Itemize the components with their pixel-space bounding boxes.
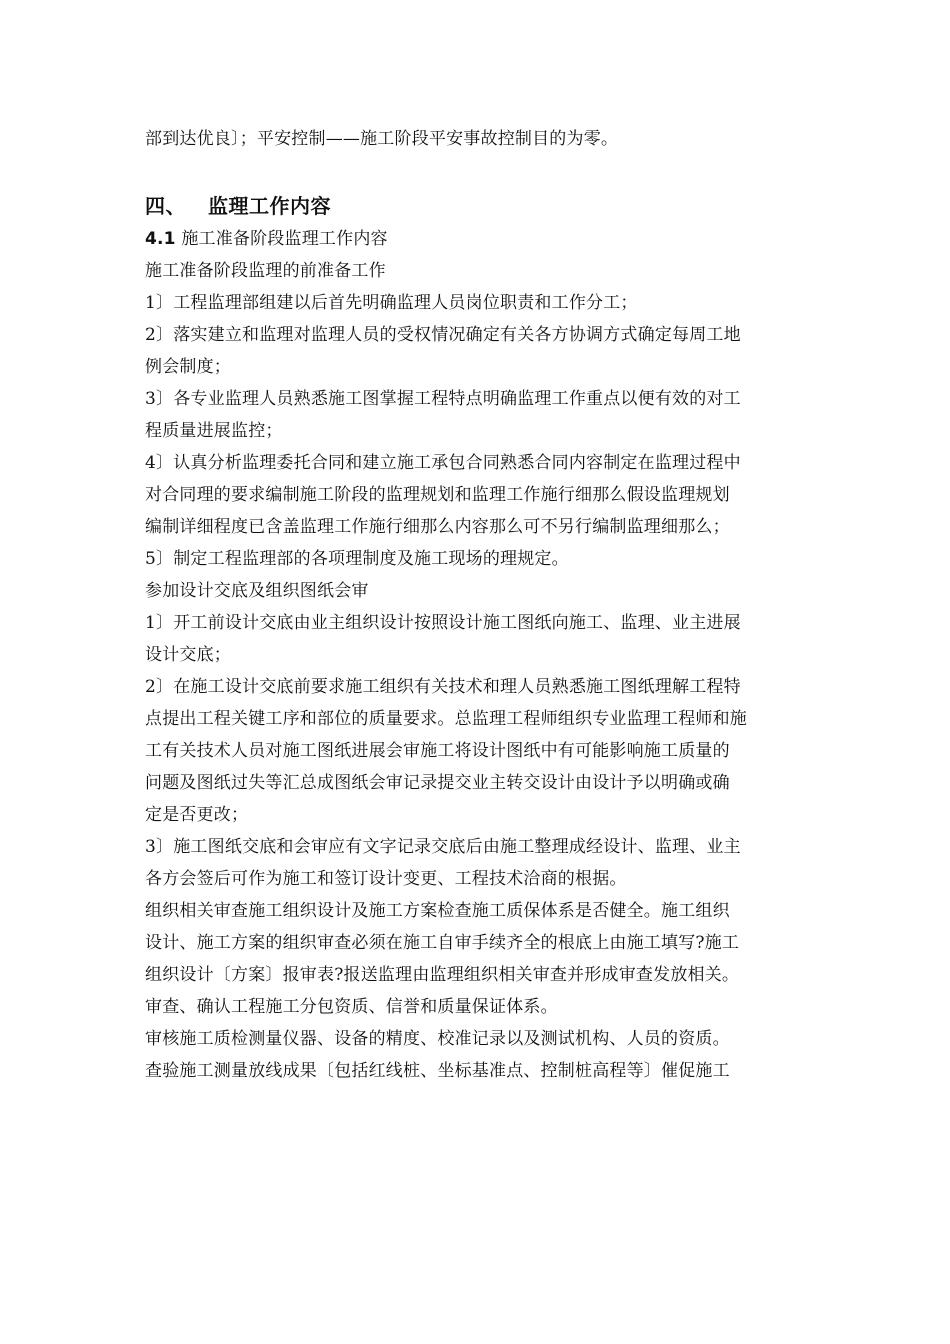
paragraph-line: 各方会签后可作为施工和签订设计变更、工程技术洽商的根据。 bbox=[145, 869, 627, 889]
paragraph-line: 1〕开工前设计交底由业主组织设计按照设计施工图纸向施工、监理、业主进展 bbox=[145, 613, 741, 633]
paragraph-line: 查验施工测量放线成果〔包括红线桩、坐标基准点、控制桩高程等〕催促施工 bbox=[145, 1061, 730, 1081]
paragraph-line: 组织设计〔方案〕报审表?报送监理由监理组织相关审查并形成审查发放相关。 bbox=[145, 965, 740, 985]
paragraph-line: 审查、确认工程施工分包资质、信誉和质量保证体系。 bbox=[145, 997, 558, 1017]
paragraph-line: 设计、施工方案的组织审查必须在施工自审手续齐全的根底上由施工填写?施工 bbox=[145, 933, 740, 953]
paragraph-line: 审核施工质检测量仪器、设备的精度、校准记录以及测试机构、人员的资质。 bbox=[145, 1029, 730, 1049]
paragraph-line: 对合同理的要求编制施工阶段的监理规划和监理工作施行细那么假设监理规划 bbox=[145, 485, 730, 505]
section-heading bbox=[145, 189, 810, 223]
paragraph-line: 工有关技术人员对施工图纸进展会审施工将设计图纸中有可能影响施工质量的 bbox=[145, 741, 730, 761]
paragraph-line: 例会制度； bbox=[145, 357, 231, 377]
section-heading-title: 监理工作内容 bbox=[208, 194, 331, 218]
paragraph-line: 设计交底； bbox=[145, 645, 231, 665]
subsection-heading bbox=[145, 223, 810, 255]
paragraph-line: 3〕各专业监理人员熟悉施工图掌握工程特点明确监理工作重点以便有效的对工 bbox=[145, 389, 741, 409]
paragraph-line: 4〕认真分析监理委托合同和建立施工承包合同熟悉合同内容制定在监理过程中 bbox=[145, 453, 741, 473]
paragraph-line: 1〕工程监理部组建以后首先明确监理人员岗位职责和工作分工； bbox=[145, 293, 638, 313]
paragraph-line: 程质量进展监控； bbox=[145, 421, 283, 441]
section-heading-number: 四、 bbox=[145, 194, 186, 218]
paragraph-line: 组织相关审查施工组织设计及施工方案检查施工质保体系是否健全。施工组织 bbox=[145, 901, 730, 921]
paragraph-line: 3〕施工图纸交底和会审应有文字记录交底后由施工整理成经设计、监理、业主 bbox=[145, 837, 741, 857]
paragraph-line: 5〕制定工程监理部的各项理制度及施工现场的理规定。 bbox=[145, 549, 569, 569]
paragraph-line: 部到达优良〕；平安控制——施工阶段平安事故控制目的为零。 bbox=[145, 129, 619, 149]
subsection-number: 4.1 bbox=[145, 229, 176, 249]
document-body bbox=[145, 123, 810, 1087]
paragraph-line: 2〕落实建立和监理对监理人员的受权情况确定有关各方协调方式确定每周工地 bbox=[145, 325, 741, 345]
paragraph-line: 定是否更改； bbox=[145, 805, 249, 825]
paragraph-line: 2〕在施工设计交底前要求施工组织有关技术和理人员熟悉施工图纸理解工程特 bbox=[145, 677, 741, 697]
paragraph-line: 问题及图纸过失等汇总成图纸会审记录提交业主转交设计由设计予以明确或确 bbox=[145, 773, 730, 793]
paragraph-line: 编制详细程度已含盖监理工作施行细那么内容那么可不另行编制监理细那么； bbox=[145, 517, 730, 537]
paragraph-line: 施工准备阶段监理的前准备工作 bbox=[145, 261, 386, 281]
paragraph-line: 点提出工程关键工序和部位的质量要求。总监理工程师组织专业监理工程师和施 bbox=[145, 709, 747, 729]
paragraph-line: 参加设计交底及组织图纸会审 bbox=[145, 581, 369, 601]
subsection-title: 施工准备阶段监理工作内容 bbox=[175, 229, 388, 249]
